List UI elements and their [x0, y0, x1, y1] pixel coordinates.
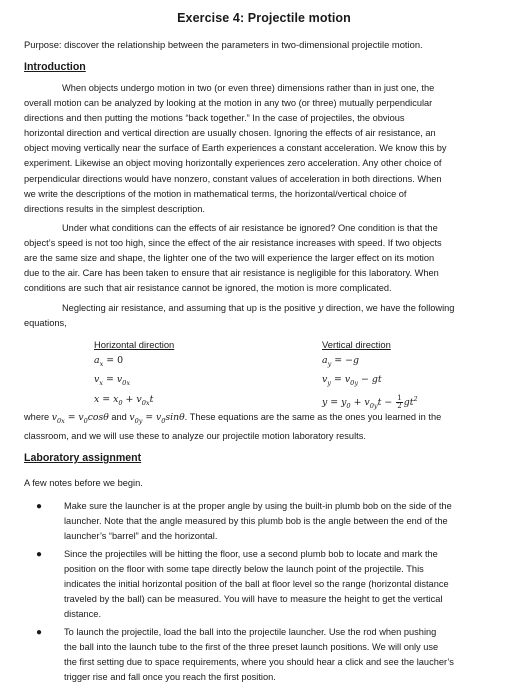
- text-line: experiment. Likewise an object moving horizontally experiences zero acceleration. Any other choice of: [24, 158, 442, 169]
- intro-paragraph-1: [24, 81, 508, 217]
- list-item: ● Since the projectiles will be hitting the floor, use a second plumb bob to locate and mark the position on the floor with some tape directly below the launch point of the projectile. This indicates the initial horizontal position of the ball at floor level so the range (horizontal distance traveled by the ball) can be measured. You will have to measure the height to get the vertical distance.: [36, 549, 449, 619]
- list-item: ● Make sure the launcher is at the proper angle by using the built-in plumb bob on the side of the launcher. Note that the angle measured by this plumb bob is the angle between the end of the launcher’s “barrel” and the horizontal.: [36, 501, 452, 541]
- vertical-equations: [322, 337, 418, 414]
- notes-list: [30, 499, 510, 688]
- intro-paragraph-2: [24, 221, 508, 296]
- text-line: conditions are such that air resistance cannot be ignored, the motion is more complicated.: [24, 283, 392, 294]
- introduction-heading: Introduction: [24, 61, 86, 73]
- bullet-icon: ●: [36, 501, 43, 512]
- text-fragment: direction, we have the following: [323, 303, 455, 313]
- bullet-icon: ●: [36, 549, 43, 560]
- text-line: directions results in the simplest description.: [24, 203, 205, 214]
- text-line: object moving vertically near the surface of Earth experiences a constant acceleration. We know this by: [24, 143, 447, 154]
- list-item: ● To launch the projectile, load the ball into the projectile launcher. Use the rod when pushing the ball into the launch tube to the first of the three preset launch positions. We will only use the first setting due to space requirements, where you should hear a click and see the laucher’s trigger rise and fall once you reach the first position.: [36, 627, 454, 682]
- equation-ax: $a_x = 0$: [94, 354, 124, 368]
- text-fragment: where: [24, 412, 52, 422]
- equation-vx: $v_x = v_{0x}$: [94, 374, 131, 387]
- notes-intro: A few notes before we begin.: [24, 478, 143, 488]
- text-line: object’s speed is not too high, since the effect of the air resistance increases with speed. If two objects: [24, 238, 442, 249]
- text-line: due to the air. Care has been taken to ensure that air resistance is negligible for this laboratory. When: [24, 268, 439, 279]
- equation-explanation: where $v_{0x} = v_0\cos\theta$ and $v_{0y} = v_0\sin\theta$. These equations are the same as the ones you learned in the classroom, and we will use these to analyze our projectile motion laboratory results.: [24, 410, 508, 444]
- equation-y: $y = y_0 + v_{0y}t$ − $\frac{1}{2}$ $gt^2$: [322, 393, 418, 410]
- text-line: classroom, and we will use these to analyze our projectile motion laboratory results.: [24, 430, 366, 441]
- v0x-definition: $v_{0x} = v_0\cos\theta$: [51, 412, 109, 425]
- vertical-direction-heading: Vertical direction: [322, 339, 391, 350]
- intro-paragraph-3: [24, 301, 508, 331]
- laboratory-assignment-heading: Laboratory assignment: [24, 452, 142, 464]
- equation-ay: $a_y = -g$: [322, 354, 359, 368]
- text-line: we write the descriptions of the motion in mathematical terms, the horizontal/vertical choice of: [24, 188, 407, 199]
- page-title: Exercise 4: Projectile motion: [177, 11, 351, 25]
- text-line: directions and then putting the motions “back together.” In the case of projectiles, the obvious: [24, 113, 405, 124]
- text-fragment: Neglecting air resistance, and assuming that up is the positive: [62, 303, 319, 313]
- text-line: horizontal direction and vertical direction are usually chosen. Ignoring the effects of air resistance, an: [24, 128, 436, 139]
- equation-vy: $v_y = v_{0y}$ − gt: [322, 374, 382, 387]
- variable-y: y: [318, 303, 324, 314]
- text-line: perpendicular directions would have nonzero, constant values of acceleration in both directions. When: [24, 173, 442, 184]
- text-fragment: . These equations are the same as the ones you learned in the: [184, 412, 442, 422]
- text-line: Under what conditions can the effects of air resistance be ignored? One condition is that the: [62, 223, 438, 233]
- equation-x: $x = x_0 + v_{0x}t$: [94, 393, 154, 407]
- purpose-statement: Purpose: discover the relationship between the parameters in two-dimensional projectile motion.: [24, 39, 423, 50]
- text-line: When objects undergo motion in two (or even three) dimensions rather than in just one, the: [62, 83, 435, 93]
- text-line: equations,: [24, 318, 67, 329]
- text-line: overall motion can be analyzed by looking at the motion in any two (or three) mutually perpendicular: [24, 98, 433, 109]
- v0y-definition: $v_{0y} = v_0\sin\theta$: [129, 412, 185, 425]
- horizontal-direction-heading: Horizontal direction: [94, 339, 175, 350]
- horizontal-equations: [94, 337, 174, 411]
- text-line: are the same size and shape, the lighter one of the two will experience the larger effect on its motion: [24, 253, 435, 264]
- bullet-icon: ●: [36, 627, 43, 638]
